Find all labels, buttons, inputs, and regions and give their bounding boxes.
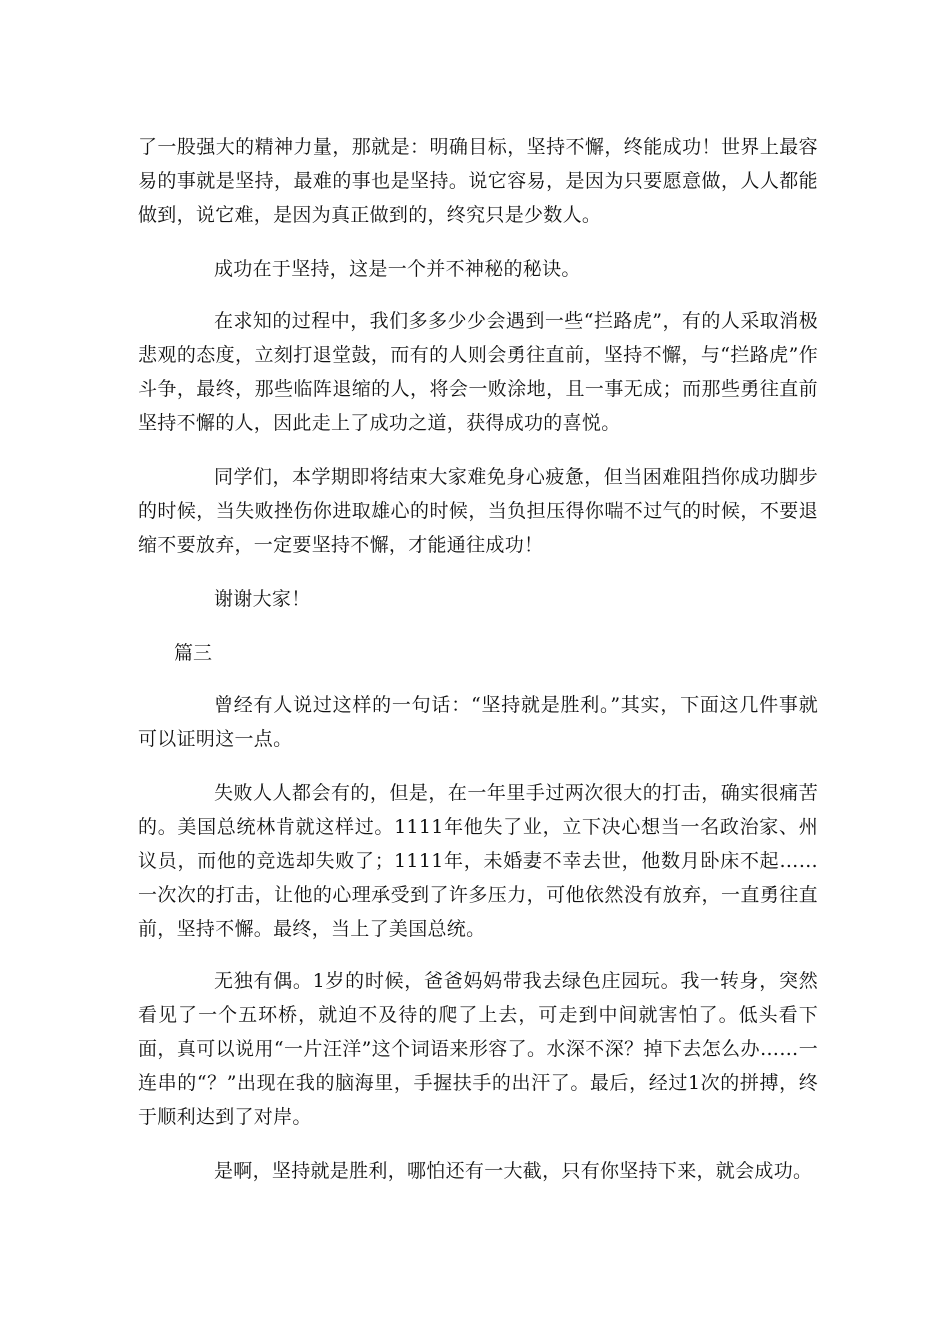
paragraph-bridge: 无独有偶。1岁的时候，爸爸妈妈带我去绿色庄园玩。我一转身，突然看见了一个五环桥，就迫不及待的爬了上去，可走到中间就害怕了。低头看下面，真可以说用“一片汪洋”这个词语来形容了。水深不深？掉下去怎么办……一连串的“？”出现在我的脑海里，手握扶手的出汗了。最后，经过1次的拼搏，终于顺利达到了对岸。: [138, 970, 818, 1128]
paragraph-classmates: 同学们，本学期即将结束大家难免身心疲惫，但当困难阻挡你成功脚步的时候，当失败挫伤你进取雄心的时候，当负担压得你喘不过气的时候，不要退缩不要放弃，一定要坚持不懈，才能通往成功！: [138, 466, 818, 556]
paragraph-quote: 曾经有人说过这样的一句话：“坚持就是胜利。”其实，下面这几件事就可以证明这一点。: [138, 694, 818, 750]
paragraph-conclusion: 是啊，坚持就是胜利，哪怕还有一大截，只有你坚持下来，就会成功。: [214, 1160, 813, 1182]
paragraph-obstacles: 在求知的过程中，我们多多少少会遇到一些“拦路虎”，有的人采取消极悲观的态度，立刻打退堂鼓，而有的人则会勇往直前，坚持不懈，与“拦路虎”作斗争，最终，那些临阵退缩的人，将会一败涂地，且一事无成；而那些勇往直前坚持不懈的人，因此走上了成功之道，获得成功的喜悦。: [138, 310, 818, 434]
paragraph-secret: 成功在于坚持，这是一个并不神秘的秘诀。: [214, 258, 581, 280]
paragraph-thanks: 谢谢大家！: [214, 588, 311, 610]
paragraph-continuation: 了一股强大的精神力量，那就是：明确目标，坚持不懈，终能成功！世界上最容易的事就是坚持，最难的事也是坚持。说它容易，是因为只要愿意做，人人都能做到，说它难，是因为真正做到的，终究只是少数人。: [138, 136, 818, 226]
section-heading: 篇三: [174, 642, 213, 664]
paragraph-lincoln: 失败人人都会有的，但是，在一年里手过两次很大的打击，确实很痛苦的。美国总统林肯就这样过。1111年他失了业，立下决心想当一名政治家、州议员，而他的竞选却失败了；1111年，未婚妻不幸去世，他数月卧床不起……一次次的打击，让他的心理承受到了许多压力，可他依然没有放弃，一直勇往直前，坚持不懈。最终，当上了美国总统。: [138, 782, 818, 940]
